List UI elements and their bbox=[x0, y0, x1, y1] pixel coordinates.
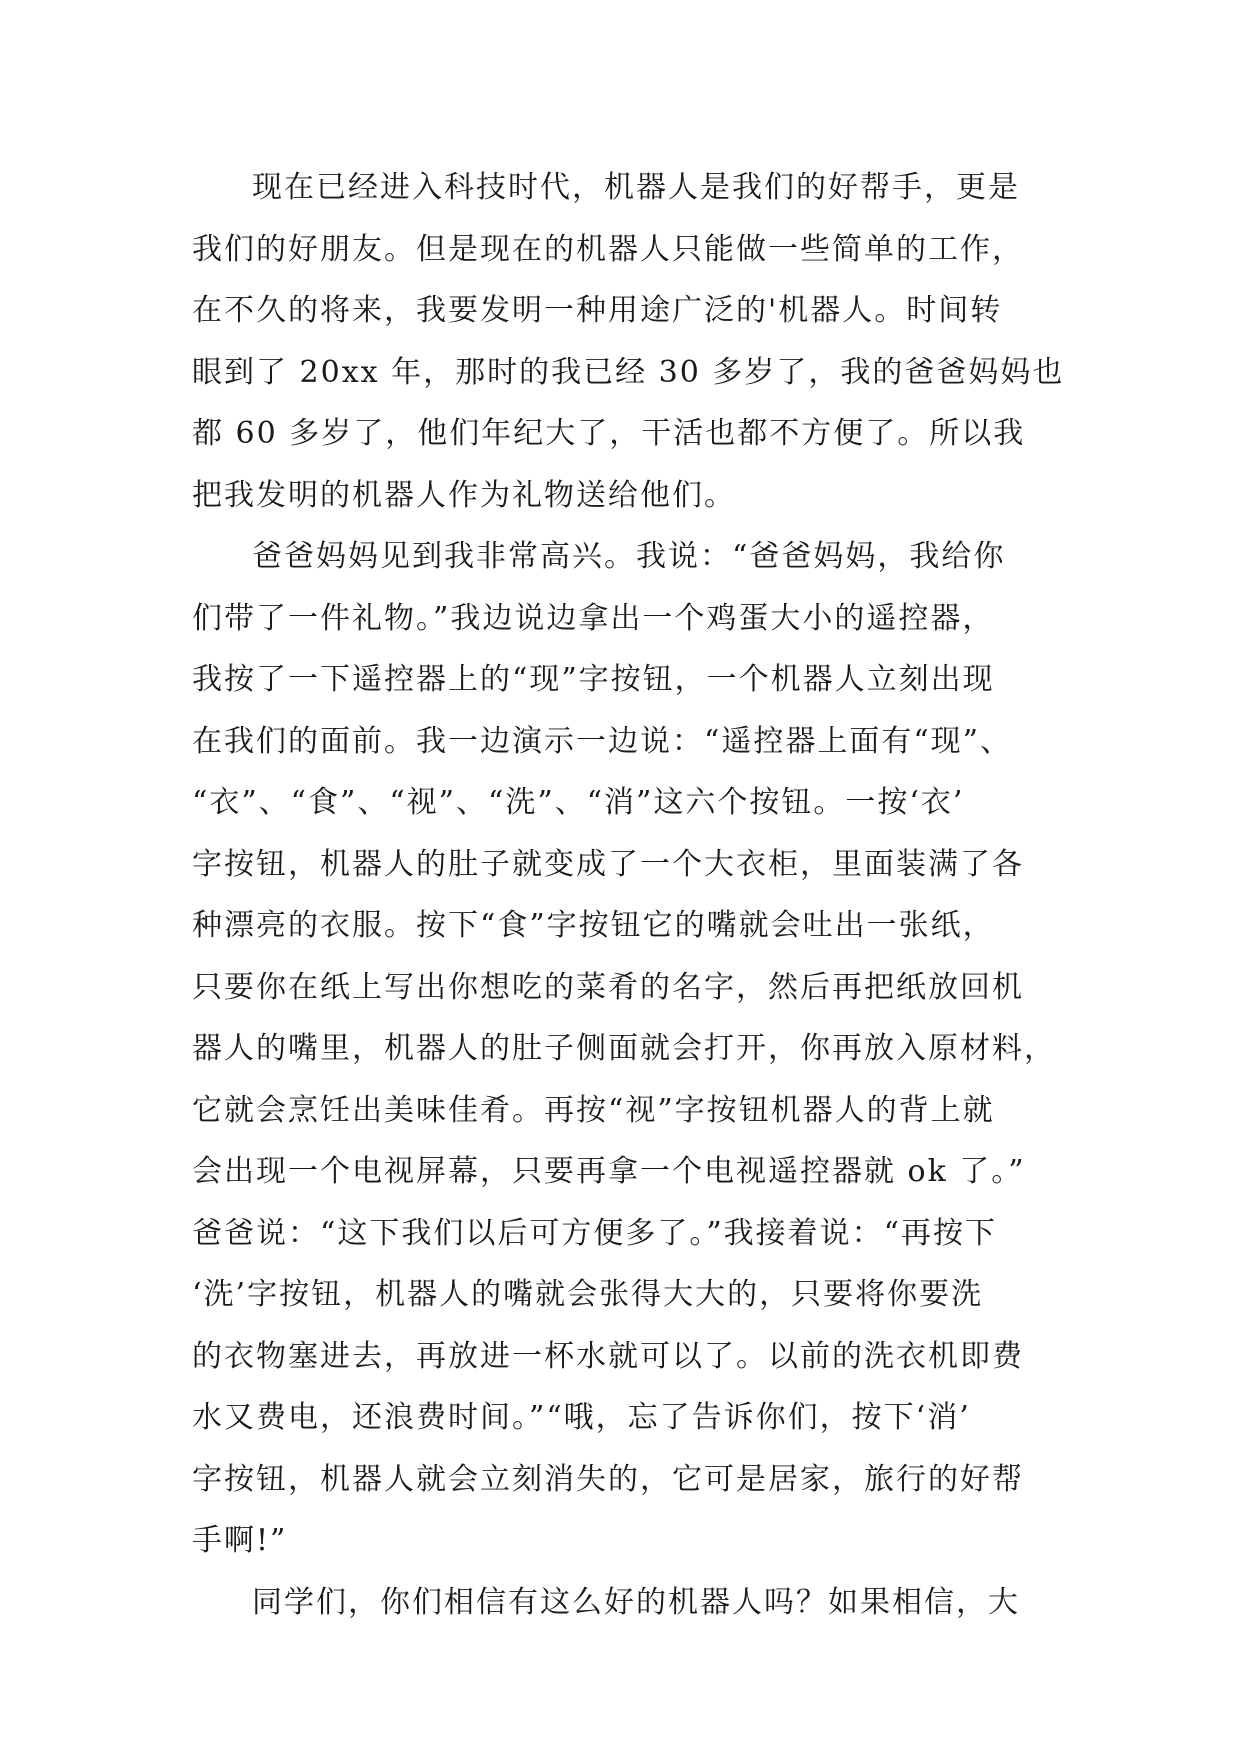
paragraph-2-line-16: 字按钮，机器人就会立刻消失的，它可是居家，旅行的好帮 bbox=[192, 1461, 1024, 1497]
paragraph-1-line-2: 我们的好朋友。但是现在的机器人只能做一些简单的工作， bbox=[192, 231, 1024, 267]
essay-text bbox=[192, 157, 1065, 1633]
paragraph-2-line-3: 我按了一下遥控器上的“现”字按钮，一个机器人立刻出现 bbox=[192, 662, 995, 697]
paragraph-2-line-9: 器人的嘴里，机器人的肚子侧面就会打开，你再放入原材料， bbox=[192, 1031, 1056, 1066]
paragraph-2-line-10: 它就会烹饪出美味佳肴。再按“视”字按钮机器人的背上就 bbox=[192, 1092, 995, 1128]
paragraph-2-line-17: 手啊!” bbox=[192, 1523, 288, 1558]
paragraph-2-line-5: “衣”、“食”、“视”、“洗”、“消”这六个按钮。一按‘衣’ bbox=[192, 785, 965, 820]
paragraph-1-line-6: 把我发明的机器人作为礼物送给他们。 bbox=[192, 477, 736, 513]
paragraph-3-line-1: 同学们，你们相信有这么好的机器人吗？如果相信，大 bbox=[252, 1584, 1020, 1620]
paragraph-2-line-12: 爸爸说：“这下我们以后可方便多了。”我接着说：“再按下 bbox=[192, 1215, 998, 1251]
paragraph-1-line-3: 在不久的将来，我要发明一种用途广泛的'机器人。时间转 bbox=[192, 293, 1003, 328]
paragraph-2-line-1: 爸爸妈妈见到我非常高兴。我说：“爸爸妈妈，我给你 bbox=[252, 539, 1006, 574]
paragraph-2-line-13: ‘洗’字按钮，机器人的嘴就会张得大大的，只要将你要洗 bbox=[192, 1277, 984, 1312]
paragraph-2-line-11: 会出现一个电视屏幕，只要再拿一个电视遥控器就 ok 了。” bbox=[192, 1154, 1026, 1189]
paragraph-2-line-2: 们带了一件礼物。”我边说边拿出一个鸡蛋大小的遥控器， bbox=[192, 600, 995, 636]
paragraph-1-line-1: 现在已经进入科技时代，机器人是我们的好帮手，更是 bbox=[252, 170, 1020, 205]
paragraph-2-line-4: 在我们的面前。我一边演示一边说：“遥控器上面有“现”、 bbox=[192, 723, 1013, 759]
paragraph-2-line-14: 的衣物塞进去，再放进一杯水就可以了。以前的洗衣机即费 bbox=[192, 1338, 1024, 1374]
paragraph-2-line-7: 种漂亮的衣服。按下“食”字按钮它的嘴就会吐出一张纸， bbox=[192, 908, 995, 943]
paragraph-2-line-15: 水又费电，还浪费时间。”“哦，忘了告诉你们，按下‘消’ bbox=[192, 1400, 971, 1435]
paragraph-2-line-6: 字按钮，机器人的肚子就变成了一个大衣柜，里面装满了各 bbox=[192, 846, 1024, 882]
paragraph-2-line-8: 只要你在纸上写出你想吃的菜肴的名字，然后再把纸放回机 bbox=[192, 969, 1024, 1005]
paragraph-1-line-5: 都 60 多岁了，他们年纪大了，干活也都不方便了。所以我 bbox=[192, 416, 1026, 451]
paragraph-1-line-4: 眼到了 20xx 年，那时的我已经 30 多岁了，我的爸爸妈妈也 bbox=[192, 354, 1065, 390]
